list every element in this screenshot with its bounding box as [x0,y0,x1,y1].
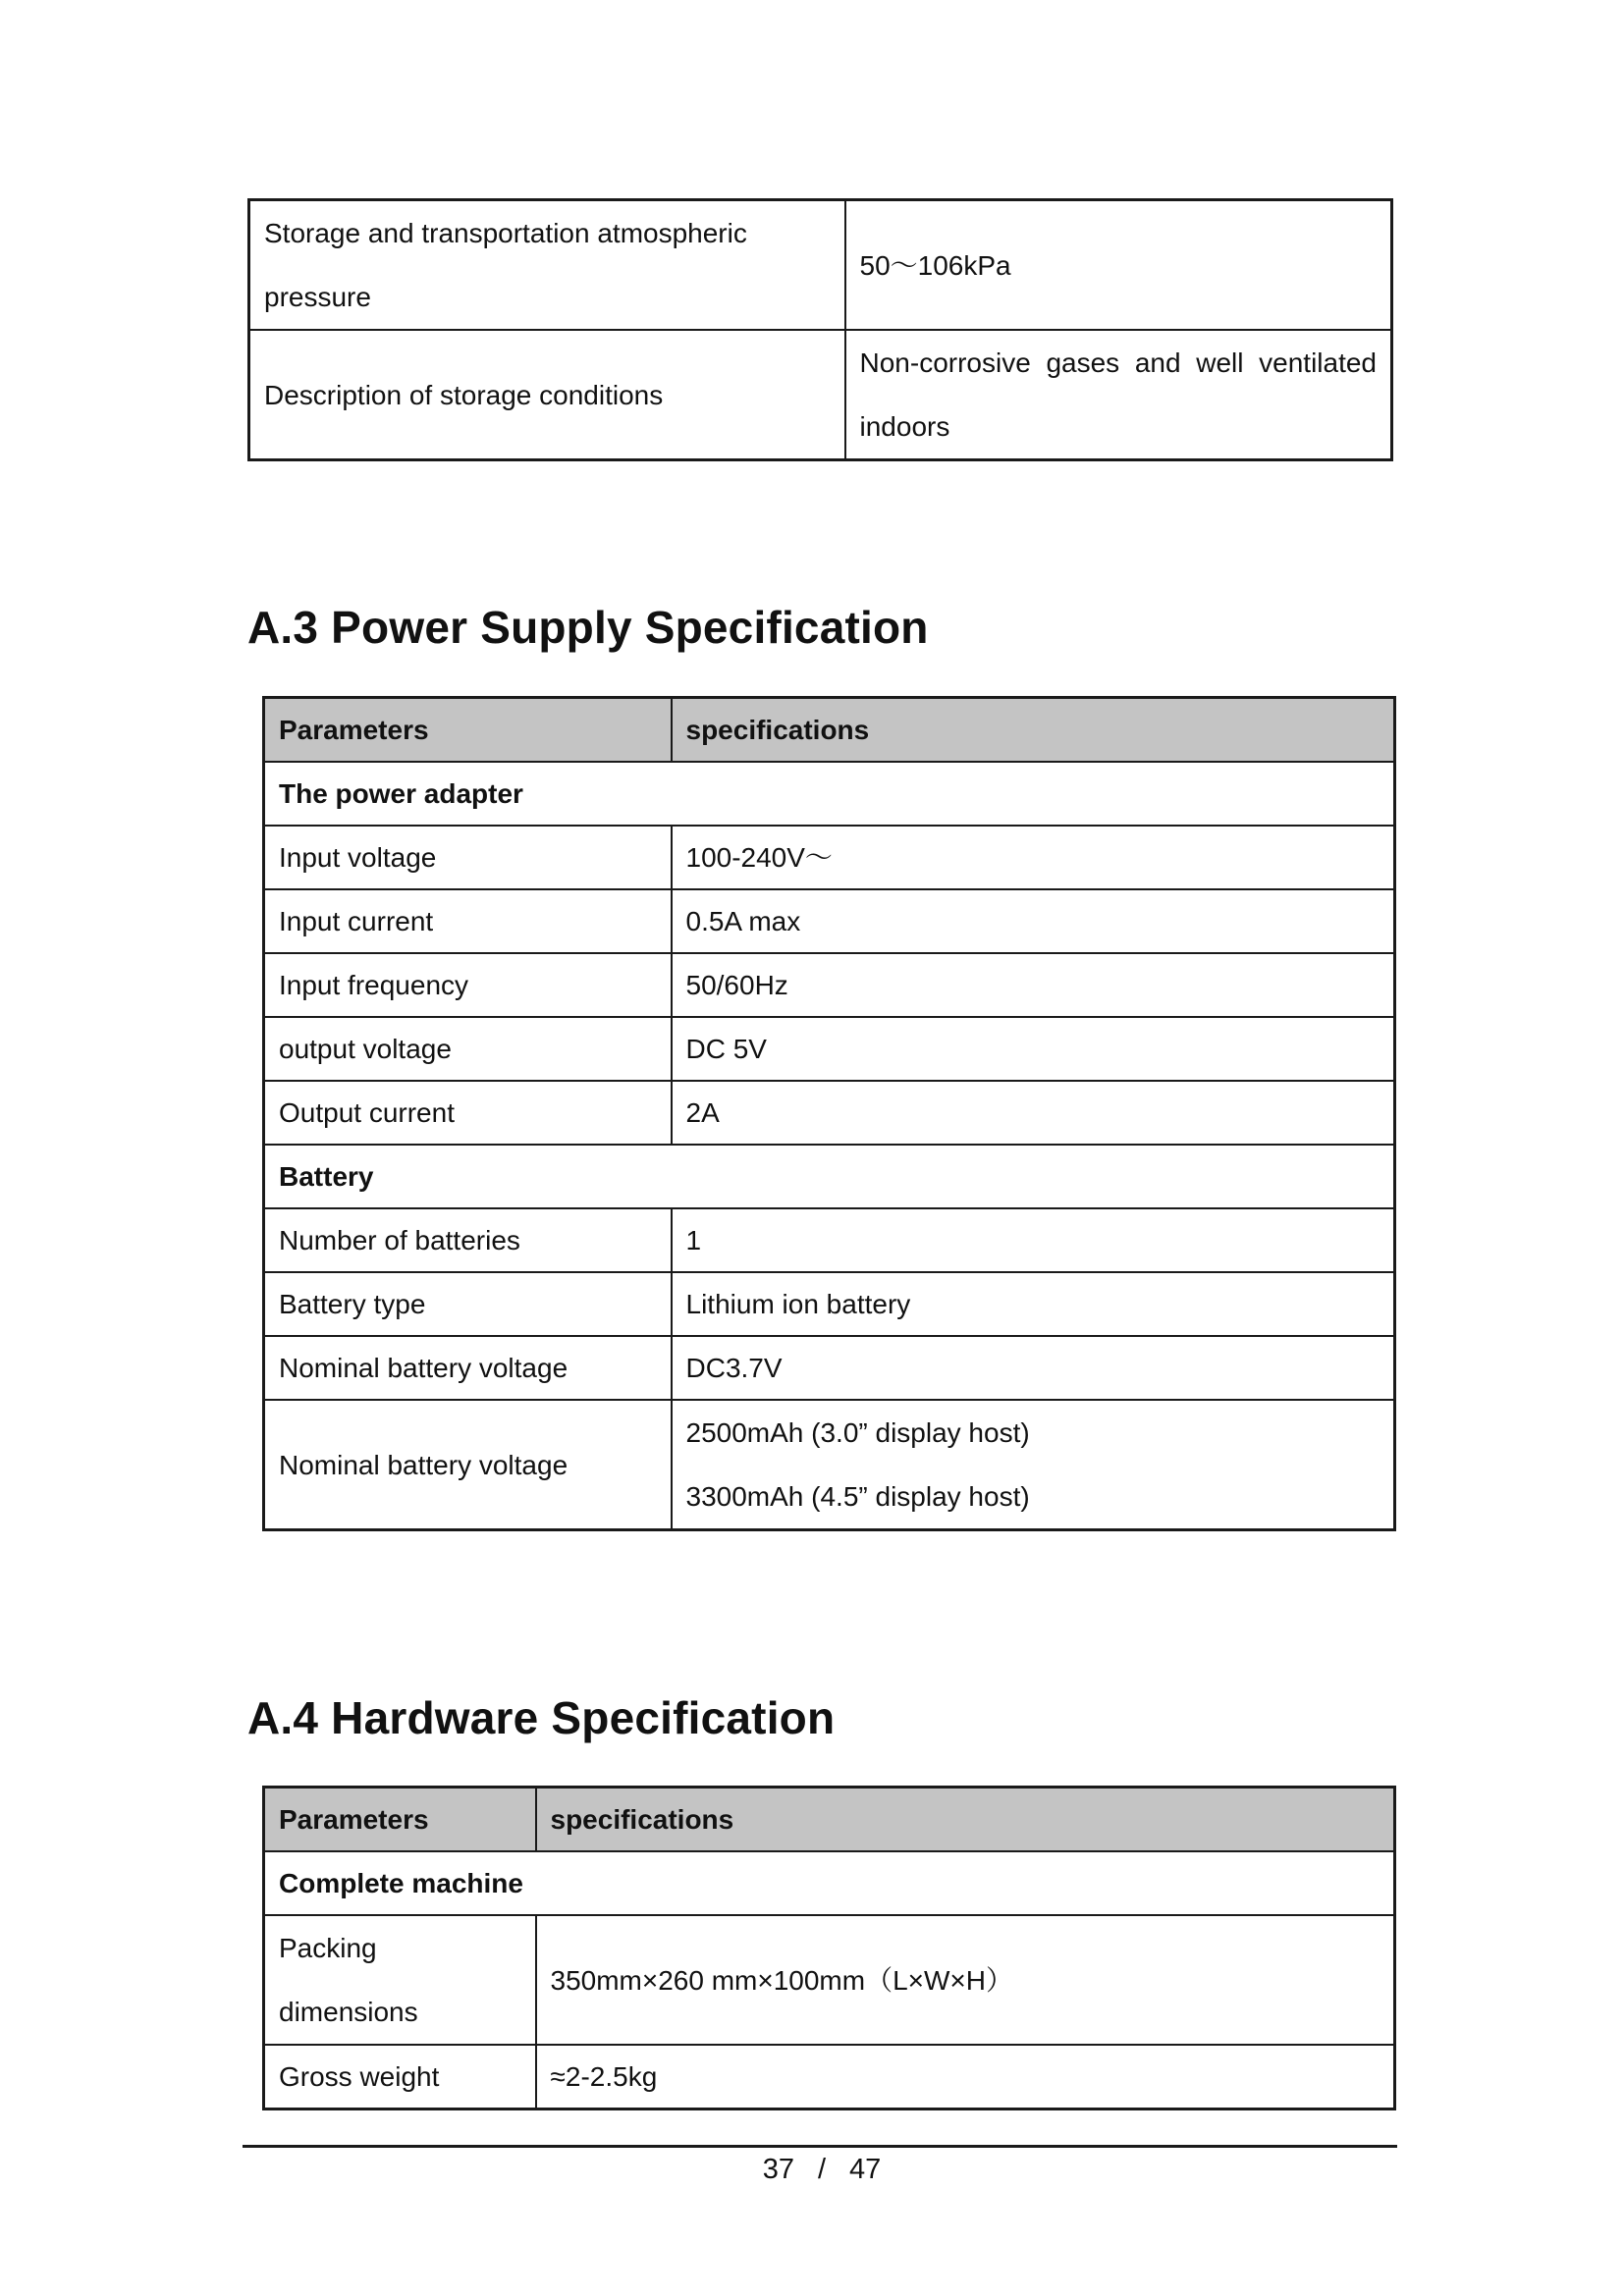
param-label: Number of batteries [264,1208,672,1272]
section-heading-power-supply: A.3 Power Supply Specification [247,602,929,653]
param-label: Input voltage [264,826,672,889]
page-number [0,2150,1624,2189]
table-row [264,1915,1395,2045]
total-pages: 47 [849,2154,882,2185]
table-row [264,953,1395,1017]
param-label: Battery type [264,1272,672,1336]
param-value: ≈2-2.5kg [536,2045,1395,2109]
param-value: Non-corrosive gases and well ventilated indoors [845,330,1392,460]
current-page: 37 [762,2154,794,2185]
hardware-spec-table [262,1786,1396,2110]
table-row [264,889,1395,953]
column-header-parameters: Parameters [264,698,672,763]
table-row [264,1208,1395,1272]
param-label: output voltage [264,1017,672,1081]
capacity-line: 3300mAh (4.5” display host) [685,1481,1030,1512]
group-label-complete-machine: Complete machine [264,1851,1395,1915]
param-label: Nominal battery voltage [264,1336,672,1400]
param-value: DC 5V [672,1017,1395,1081]
table-row [249,330,1392,460]
capacity-line: 2500mAh (3.0” display host) [685,1417,1030,1448]
param-value: Lithium ion battery [672,1272,1395,1336]
table-row [264,1336,1395,1400]
table-header-row [264,1788,1395,1852]
param-label: Output current [264,1081,672,1145]
group-row [264,1851,1395,1915]
storage-conditions-table [247,198,1393,461]
param-value: 50/60Hz [672,953,1395,1017]
section-heading-hardware: A.4 Hardware Specification [247,1692,836,1743]
param-label: Packing dimensions [264,1915,536,2045]
param-label: Storage and transportation atmospheric pressure [249,200,845,331]
param-value: 2A [672,1081,1395,1145]
param-value [672,1400,1395,1530]
table-row [264,1400,1395,1530]
power-supply-table [262,696,1396,1531]
group-label-battery: Battery [264,1145,1395,1208]
param-value: 1 [672,1208,1395,1272]
table-row [264,1017,1395,1081]
table-row [264,2045,1395,2109]
footer-divider [243,2145,1397,2148]
param-label: Input current [264,889,672,953]
table-header-row [264,698,1395,763]
param-label: Description of storage conditions [249,330,845,460]
table-row [249,200,1392,331]
table-row [264,1081,1395,1145]
column-header-specifications: specifications [672,698,1395,763]
page-separator: / [817,2154,827,2185]
param-value: 0.5A max [672,889,1395,953]
group-row [264,762,1395,826]
param-value: 50～106kPa [845,200,1392,331]
param-value: 350mm×260 mm×100mm（L×W×H） [536,1915,1395,2045]
column-header-specifications: specifications [536,1788,1395,1852]
param-value: DC3.7V [672,1336,1395,1400]
param-label: Input frequency [264,953,672,1017]
table-row [264,826,1395,889]
param-label: Nominal battery voltage [264,1400,672,1530]
column-header-parameters: Parameters [264,1788,536,1852]
group-row [264,1145,1395,1208]
group-label-power-adapter: The power adapter [264,762,1395,826]
param-label: Gross weight [264,2045,536,2109]
param-value: 100-240V～ [672,826,1395,889]
table-row [264,1272,1395,1336]
